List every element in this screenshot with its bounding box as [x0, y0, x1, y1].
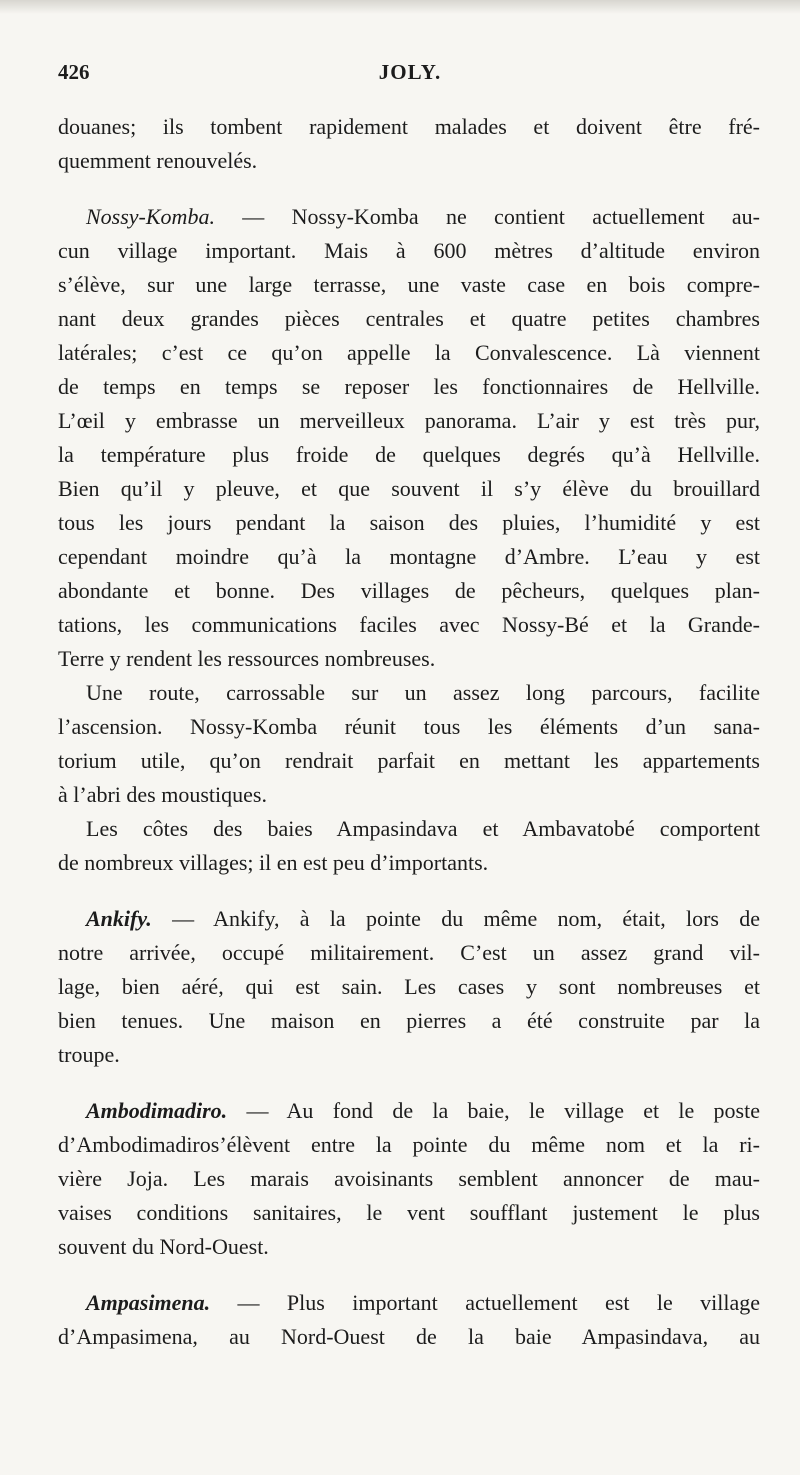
text-line: la température plus froide de quelques degrés qu’à Hellville. — [58, 442, 760, 467]
em-dash: — — [242, 204, 265, 229]
text-line: notre arrivée, occupé militairement. C’est un assez grand vil- — [58, 940, 760, 965]
text-line: d’Ambodimadiros’élèvent entre la pointe du même nom et la ri- — [58, 1132, 760, 1157]
page-number: 426 — [58, 60, 90, 84]
text-line: souvent du Nord-Ouest. — [58, 1234, 269, 1259]
text-line: abondante et bonne. Des villages de pêcheurs, quelques plan- — [58, 578, 760, 603]
paragraph-first-line — [86, 1286, 760, 1320]
text-line: de temps en temps se reposer les fonctionnaires de Hellville. — [58, 374, 760, 399]
section-heading-nossy-komba: Nossy-Komba. — [86, 204, 215, 229]
text-line: Les côtes des baies Ampasindava et Ambavatobé comportent — [86, 816, 760, 841]
paragraph-first-line — [86, 1094, 760, 1128]
paragraph-first-line — [86, 200, 760, 234]
text-line: troupe. — [58, 1042, 120, 1067]
text-line: nant deux grandes pièces centrales et quatre petites chambres — [58, 306, 760, 331]
text-line: de nombreux villages; il en est peu d’importants. — [58, 850, 489, 875]
section-heading-ampasimena: Ampasimena. — [86, 1290, 211, 1315]
text-line: latérales; c’est ce qu’on appelle la Convalescence. Là viennent — [58, 340, 760, 365]
text-line: tations, les communications faciles avec Nossy-Bé et la Grande- — [58, 612, 760, 637]
text-line: vaises conditions sanitaires, le vent soufflant justement le plus — [58, 1200, 760, 1225]
text-line: Ankify, à la pointe du même nom, était, lors de — [213, 906, 761, 931]
text-line: Terre y rendent les ressources nombreuses. — [58, 646, 436, 671]
text-line: quemment renouvelés. — [58, 148, 258, 173]
running-head: JOLY. — [378, 60, 442, 84]
text-line: Plus important actuellement est le village — [286, 1290, 761, 1315]
text-line: torium utile, qu’on rendrait parfait en mettant les appartements — [58, 748, 760, 773]
text-line: Bien qu’il y pleuve, et que souvent il s’y élève du brouillard — [58, 476, 760, 501]
text-line: cun village important. Mais à 600 mètres d’altitude environ — [58, 238, 760, 263]
text-line: à l’abri des moustiques. — [58, 782, 267, 807]
section-heading-ankify: Ankify. — [86, 906, 152, 931]
section-heading-ambodimadiro: Ambodimadiro. — [86, 1098, 228, 1123]
text-line: vière Joja. Les marais avoisinants semblent annoncer de mau- — [58, 1166, 760, 1191]
em-dash: — — [246, 1098, 269, 1123]
text-line: tous les jours pendant la saison des pluies, l’humidité y est — [58, 510, 760, 535]
paragraph-first-line — [86, 902, 760, 936]
em-dash: — — [172, 906, 195, 931]
text-line: Nossy-Komba ne contient actuellement au- — [291, 204, 761, 229]
text-line: l’ascension. Nossy-Komba réunit tous les éléments d’un sana- — [58, 714, 760, 739]
text-line: s’élève, sur une large terrasse, une vaste case en bois compre- — [58, 272, 760, 297]
page-header — [58, 60, 762, 94]
text-line: bien tenues. Une maison en pierres a été construite par la — [58, 1008, 760, 1033]
em-dash: — — [237, 1290, 260, 1315]
text-line: douanes; ils tombent rapidement malades et doivent être fré- — [58, 114, 760, 139]
text-line: d’Ampasimena, au Nord-Ouest de la baie Ampasindava, au — [58, 1324, 760, 1349]
text-line: lage, bien aéré, qui est sain. Les cases y sont nombreuses et — [58, 974, 760, 999]
text-line: cependant moindre qu’à la montagne d’Ambre. L’eau y est — [58, 544, 760, 569]
text-line: L’œil y embrasse un merveilleux panorama. L’air y est très pur, — [58, 408, 760, 433]
text-line: Au fond de la baie, le village et le poste — [286, 1098, 760, 1123]
text-line: Une route, carrossable sur un assez long parcours, facilite — [86, 680, 760, 705]
